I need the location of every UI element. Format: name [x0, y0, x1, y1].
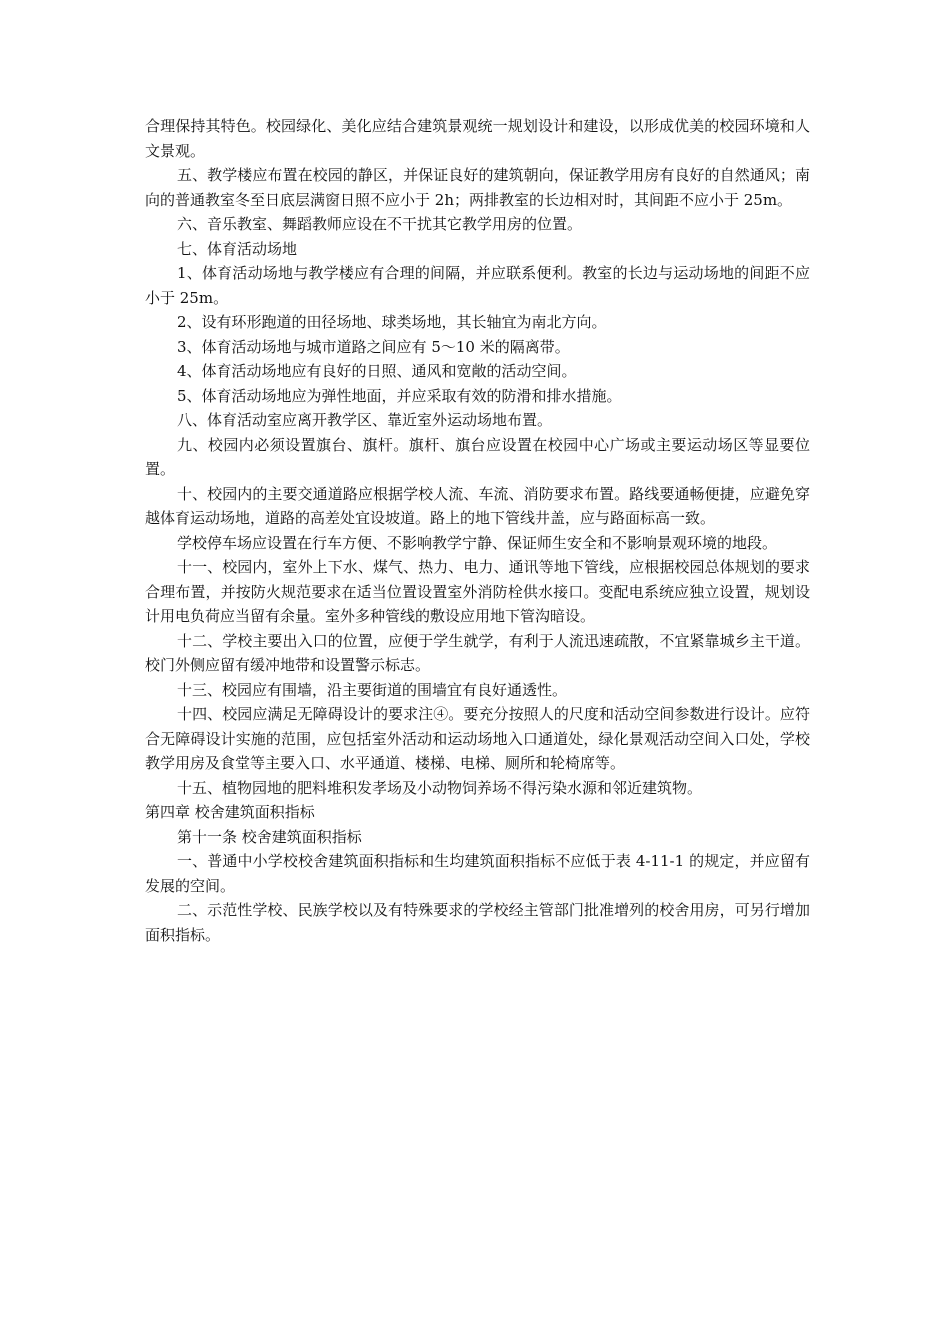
- paragraph-12-entrance: 十二、学校主要出入口的位置，应便于学生就学，有利于人流迅速疏散，不宜紧靠城乡主干道。校门外侧应留有缓冲地带和设置警示标志。: [145, 631, 810, 674]
- paragraph-15-garden: 十五、植物园地的肥料堆积发孝场及小动物饲养场不得污染水源和邻近建筑物。: [177, 778, 703, 797]
- paragraph-campus-landscape: 合理保持其特色。校园绿化、美化应结合建筑景观统一规划设计和建设，以形成优美的校园环境和人文景观。: [145, 117, 810, 160]
- paragraph-11-pipelines: 十一、校园内，室外上下水、煤气、热力、电力、通讯等地下管线，应根据校园总体规划的要求合理布置，并按防火规范要求在适当位置设置室外消防栓供水接口。变配电系统应独立设置，规划设计用电负荷应当留有余量。室外多种管线的敷设应用地下管沟暗设。: [145, 558, 810, 625]
- paragraph-5-teaching-building: 五、教学楼应布置在校园的静区，并保证良好的建筑朝向，保证教学用房有良好的自然通风；南向的普通教室冬至日底层满窗日照不应小于 2h；两排教室的长边相对时，其间距不应小于 25m。: [145, 166, 810, 209]
- paragraph-7-3-buffer-zone: 3、体育活动场地与城市道路之间应有 5～10 米的隔离带。: [177, 337, 570, 356]
- paragraph-parking: 学校停车场应设置在行车方便、不影响教学宁静、保证师生安全和不影响景观环境的地段。: [177, 533, 778, 552]
- paragraph-7-sports-field-heading: 七、体育活动场地: [177, 239, 298, 258]
- document-page: [145, 114, 810, 947]
- paragraph-special-schools: 二、示范性学校、民族学校以及有特殊要求的学校经主管部门批准增列的校舍用房，可另行增加面积指标。: [145, 901, 810, 944]
- article-11-heading: 第十一条 校舍建筑面积指标: [177, 827, 362, 846]
- paragraph-7-4-sunlight: 4、体育活动场地应有良好的日照、通风和宽敞的活动空间。: [177, 362, 577, 380]
- paragraph-6-music-classroom: 六、音乐教室、舞蹈教师应设在不干扰其它教学用房的位置。: [177, 215, 583, 233]
- paragraph-8-sports-room: 八、体育活动室应离开教学区、靠近室外运动场地布置。: [177, 411, 553, 429]
- paragraph-7-5-surface: 5、体育活动场地应为弹性地面，并应采取有效的防滑和排水措施。: [177, 386, 622, 405]
- paragraph-14-accessibility: 十四、校园应满足无障碍设计的要求注④。要充分按照人的尺度和活动空间参数进行设计。应符合无障碍设计实施的范围，应包括室外活动和运动场地入口通道处，绿化景观活动空间入口处，学校教学用房及食堂等主要入口、水平通道、楼梯、电梯、厕所和轮椅席等。: [145, 705, 810, 772]
- paragraph-7-2-track-orientation: 2、设有环形跑道的田径场地、球类场地，其长轴宜为南北方向。: [177, 313, 607, 331]
- paragraph-13-fence: 十三、校园应有围墙，沿主要街道的围墙宜有良好通透性。: [177, 680, 568, 699]
- paragraph-9-flagpole: 九、校园内必须设置旗台、旗杆。旗杆、旗台应设置在校园中心广场或主要运动场区等显要位置。: [145, 435, 810, 478]
- paragraph-10-roads: 十、校园内的主要交通道路应根据学校人流、车流、消防要求布置。路线要通畅便捷，应避免穿越体育运动场地，道路的高差处宜设坡道。路上的地下管线井盖，应与路面标高一致。: [145, 484, 810, 527]
- chapter-4-heading: 第四章 校舍建筑面积指标: [145, 803, 315, 821]
- paragraph-area-indicators: 一、普通中小学校校舍建筑面积指标和生均建筑面积指标不应低于表 4-11-1 的规定，并应留有发展的空间。: [145, 852, 810, 895]
- paragraph-7-1-spacing: 1、体育活动场地与教学楼应有合理的间隔，并应联系便利。教室的长边与运动场地的间距不应小于 25m。: [145, 264, 810, 307]
